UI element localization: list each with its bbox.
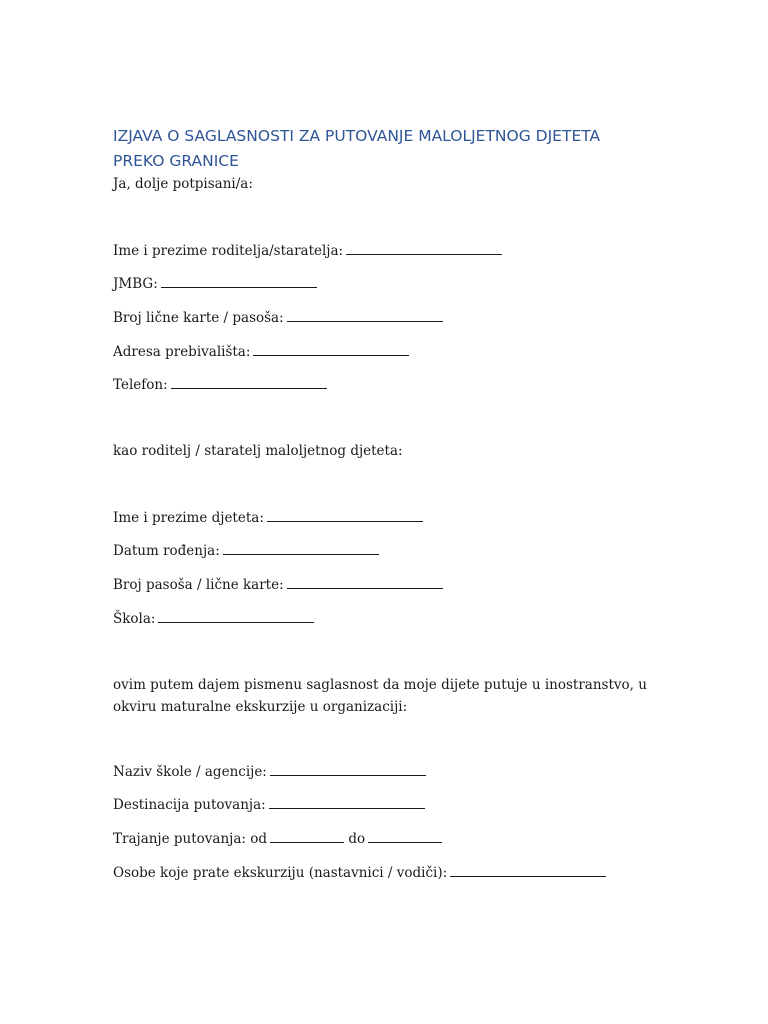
parent-name-field — [113, 240, 502, 262]
school-agency-field — [113, 761, 426, 783]
field-label: do — [348, 831, 366, 847]
birth-date-field — [113, 540, 379, 562]
id-card-blank[interactable] — [287, 309, 443, 322]
school-blank[interactable] — [158, 610, 314, 623]
birth-date-blank[interactable] — [223, 542, 379, 555]
address-field — [113, 341, 409, 363]
as-parent-text: kao roditelj / staratelj maloljetnog djeteta: — [113, 443, 403, 459]
field-label: Osobe koje prate ekskurziju (nastavnici / vodiči): — [113, 865, 448, 881]
document-title: IZJAVA O SAGLASNOSTI ZA PUTOVANJE MALOLJETNOG DJETETA PREKO GRANICE — [113, 127, 601, 170]
duration-from-blank[interactable] — [270, 830, 344, 843]
field-label: Ime i prezime roditelja/staratelja: — [113, 243, 344, 259]
consent-text: ovim putem dajem pismenu saglasnost da moje dijete putuje u inostranstvo, u okviru maturalne ekskurzije u organizaciji: — [113, 677, 647, 715]
field-label: Datum rođenja: — [113, 543, 220, 559]
escorts-blank[interactable] — [450, 864, 606, 877]
field-label: Telefon: — [113, 377, 168, 393]
field-label: Ime i prezime djeteta: — [113, 510, 264, 526]
field-label: Broj lične karte / pasoša: — [113, 310, 284, 326]
duration-to-blank[interactable] — [368, 830, 442, 843]
child-name-blank[interactable] — [267, 509, 423, 522]
child-name-field — [113, 507, 423, 529]
field-label: Trajanje putovanja: od — [113, 831, 268, 847]
field-label: Naziv škole / agencije: — [113, 764, 267, 780]
field-label: Broj pasoša / lične karte: — [113, 577, 284, 593]
parent-name-blank[interactable] — [346, 242, 502, 255]
address-blank[interactable] — [253, 343, 409, 356]
passport-field — [113, 574, 443, 596]
phone-blank[interactable] — [171, 376, 327, 389]
jmbg-blank[interactable] — [161, 275, 317, 288]
jmbg-field — [113, 273, 317, 295]
field-label: JMBG: — [113, 276, 158, 292]
field-label: Škola: — [113, 611, 156, 627]
duration-field — [113, 828, 442, 850]
school-agency-blank[interactable] — [270, 763, 426, 776]
destination-field — [113, 794, 425, 816]
id-card-field — [113, 307, 443, 329]
escorts-field — [113, 862, 606, 884]
field-label: Adresa prebivališta: — [113, 344, 251, 360]
intro-text: Ja, dolje potpisani/a: — [113, 176, 253, 192]
passport-blank[interactable] — [287, 576, 443, 589]
field-label: Destinacija putovanja: — [113, 797, 266, 813]
destination-blank[interactable] — [269, 796, 425, 809]
school-field — [113, 608, 314, 630]
phone-field — [113, 374, 327, 396]
